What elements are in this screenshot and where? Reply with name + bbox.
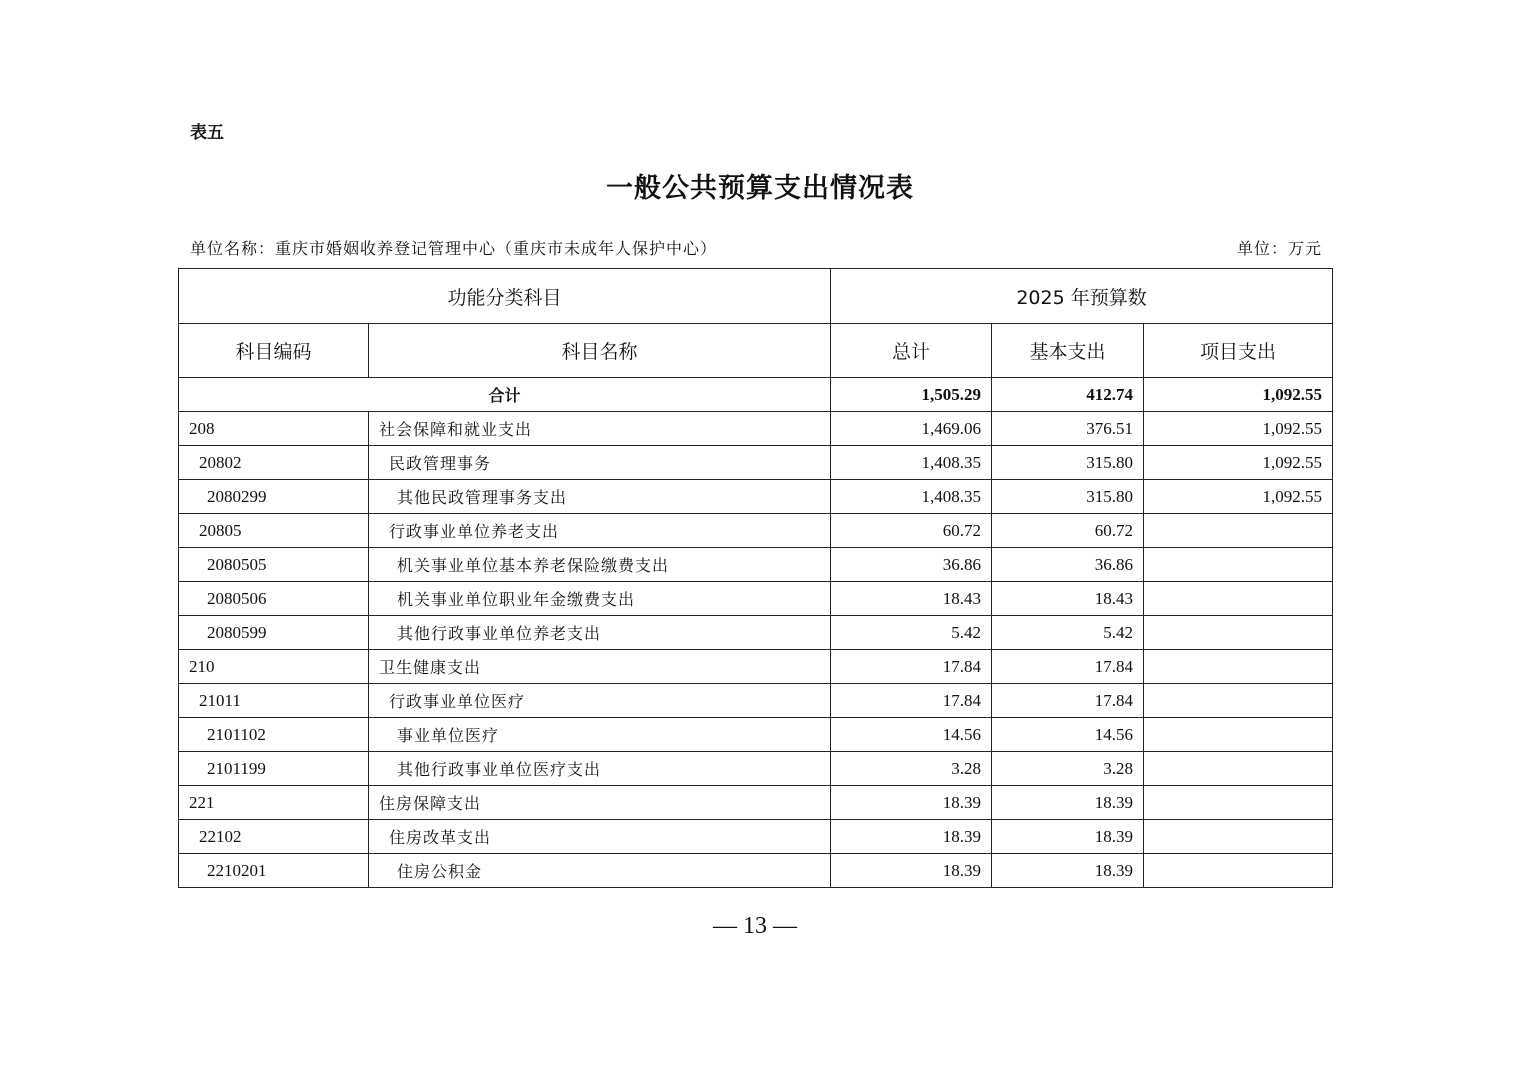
row-code: 2101102 <box>179 718 369 752</box>
total-row <box>179 378 1333 412</box>
row-basic: 3.28 <box>992 752 1144 786</box>
table-row <box>179 548 1333 582</box>
row-basic: 17.84 <box>992 650 1144 684</box>
row-project <box>1144 616 1333 650</box>
row-name: 其他民政管理事务支出 <box>369 480 831 514</box>
row-total: 1,408.35 <box>831 446 992 480</box>
row-code: 2080599 <box>179 616 369 650</box>
row-code: 21011 <box>179 684 369 718</box>
row-code: 2210201 <box>179 854 369 888</box>
row-code: 2080299 <box>179 480 369 514</box>
row-total: 17.84 <box>831 650 992 684</box>
row-name: 住房公积金 <box>369 854 831 888</box>
table-row <box>179 480 1333 514</box>
header-project: 项目支出 <box>1144 324 1333 378</box>
row-total: 18.39 <box>831 786 992 820</box>
unit-name: 单位名称：重庆市婚姻收养登记管理中心（重庆市未成年人保护中心） <box>190 239 718 258</box>
row-project <box>1144 548 1333 582</box>
row-total: 60.72 <box>831 514 992 548</box>
row-name: 住房改革支出 <box>369 820 831 854</box>
table-row <box>179 582 1333 616</box>
row-basic: 18.39 <box>992 786 1144 820</box>
unit-label: 单位：万元 <box>1236 239 1322 258</box>
table-row <box>179 514 1333 548</box>
row-name: 社会保障和就业支出 <box>369 412 831 446</box>
table-row <box>179 820 1333 854</box>
row-code: 20805 <box>179 514 369 548</box>
row-name: 其他行政事业单位医疗支出 <box>369 752 831 786</box>
row-total: 18.39 <box>831 820 992 854</box>
row-basic: 36.86 <box>992 548 1144 582</box>
row-project <box>1144 514 1333 548</box>
row-code: 2080505 <box>179 548 369 582</box>
row-total: 18.39 <box>831 854 992 888</box>
row-project <box>1144 854 1333 888</box>
row-name: 住房保障支出 <box>369 786 831 820</box>
row-basic: 315.80 <box>992 446 1144 480</box>
header-total: 总计 <box>831 324 992 378</box>
table-row <box>179 786 1333 820</box>
row-name: 机关事业单位职业年金缴费支出 <box>369 582 831 616</box>
row-basic: 18.39 <box>992 820 1144 854</box>
row-name: 行政事业单位养老支出 <box>369 514 831 548</box>
row-total: 14.56 <box>831 718 992 752</box>
header-row-columns <box>179 324 1333 378</box>
table-row <box>179 412 1333 446</box>
total-project: 1,092.55 <box>1144 378 1333 412</box>
header-basic: 基本支出 <box>992 324 1144 378</box>
row-basic: 17.84 <box>992 684 1144 718</box>
row-basic: 5.42 <box>992 616 1144 650</box>
header-budget-year: 2025 年预算数 <box>831 269 1333 324</box>
row-basic: 376.51 <box>992 412 1144 446</box>
row-project <box>1144 582 1333 616</box>
row-basic: 60.72 <box>992 514 1144 548</box>
row-total: 3.28 <box>831 752 992 786</box>
row-project: 1,092.55 <box>1144 480 1333 514</box>
row-code: 208 <box>179 412 369 446</box>
row-basic: 18.43 <box>992 582 1144 616</box>
row-project <box>1144 718 1333 752</box>
total-basic: 412.74 <box>992 378 1144 412</box>
table-number: 表五 <box>190 123 224 143</box>
total-label: 合计 <box>179 378 831 412</box>
row-name: 事业单位医疗 <box>369 718 831 752</box>
table-row <box>179 684 1333 718</box>
row-basic: 18.39 <box>992 854 1144 888</box>
row-code: 22102 <box>179 820 369 854</box>
row-project <box>1144 820 1333 854</box>
row-name: 民政管理事务 <box>369 446 831 480</box>
row-code: 2080506 <box>179 582 369 616</box>
row-total: 36.86 <box>831 548 992 582</box>
header-code: 科目编码 <box>179 324 369 378</box>
table-row <box>179 446 1333 480</box>
row-basic: 14.56 <box>992 718 1144 752</box>
row-project: 1,092.55 <box>1144 446 1333 480</box>
row-total: 17.84 <box>831 684 992 718</box>
budget-table <box>178 268 1333 888</box>
row-total: 1,408.35 <box>831 480 992 514</box>
row-basic: 315.80 <box>992 480 1144 514</box>
page-number: — 13 — <box>713 913 797 939</box>
row-name: 行政事业单位医疗 <box>369 684 831 718</box>
row-project <box>1144 650 1333 684</box>
table-row <box>179 650 1333 684</box>
row-total: 5.42 <box>831 616 992 650</box>
header-func-category: 功能分类科目 <box>179 269 831 324</box>
row-project <box>1144 684 1333 718</box>
row-project: 1,092.55 <box>1144 412 1333 446</box>
table-row <box>179 752 1333 786</box>
row-code: 221 <box>179 786 369 820</box>
row-project <box>1144 752 1333 786</box>
row-code: 2101199 <box>179 752 369 786</box>
row-name: 机关事业单位基本养老保险缴费支出 <box>369 548 831 582</box>
header-row-group <box>179 269 1333 324</box>
row-name: 其他行政事业单位养老支出 <box>369 616 831 650</box>
row-total: 18.43 <box>831 582 992 616</box>
table-row <box>179 854 1333 888</box>
row-project <box>1144 786 1333 820</box>
table-row <box>179 718 1333 752</box>
row-code: 20802 <box>179 446 369 480</box>
table-row <box>179 616 1333 650</box>
total-sum: 1,505.29 <box>831 378 992 412</box>
header-name: 科目名称 <box>369 324 831 378</box>
page-title: 一般公共预算支出情况表 <box>606 173 914 204</box>
row-name: 卫生健康支出 <box>369 650 831 684</box>
row-total: 1,469.06 <box>831 412 992 446</box>
row-code: 210 <box>179 650 369 684</box>
